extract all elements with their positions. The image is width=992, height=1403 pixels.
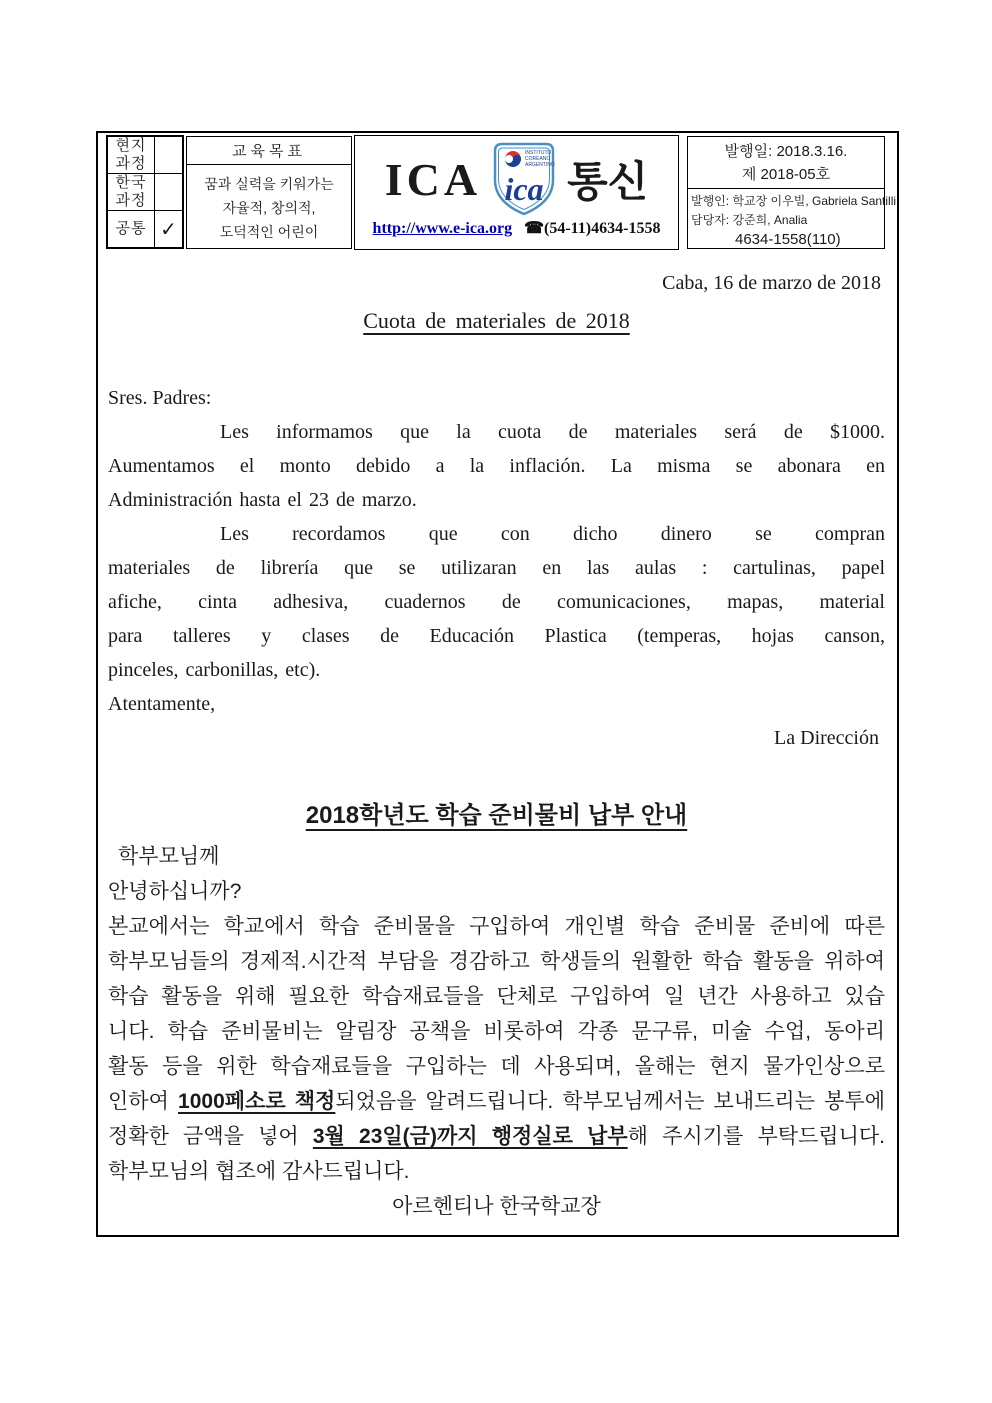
logo-ring-text: COREANO: [525, 156, 551, 162]
letter-closing: Atentamente,: [108, 693, 216, 715]
letter-line: Aumentamos el monto debido a la inflación. La misma se abonara en: [108, 455, 885, 477]
notice-line: [108, 979, 885, 1014]
korean-notice: [98, 799, 897, 1224]
office-phone-line: 4634-1558(110): [735, 231, 841, 248]
notice-line: [108, 1119, 885, 1154]
course-row-local-label: [108, 137, 155, 174]
publisher-line: 발행인: 학교장 이우빌, Gabriela Santilli: [691, 194, 897, 208]
notice-text: 정확한 금액을 넣어: [108, 1125, 313, 1148]
spanish-letter: [98, 269, 897, 755]
notice-greeting: 학부모님께: [118, 845, 220, 868]
notice-text: 니다. 학습 준비물비는 알림장 공책을 비롯하여 각종 문구류, 미술 수업, 동아리: [108, 1020, 885, 1043]
letter-line: Administración hasta el 23 de marzo.: [108, 489, 417, 511]
education-goal-title: 교육목표: [187, 137, 351, 165]
website-link[interactable]: http://www.e-ica.org: [372, 220, 513, 237]
notice-text: 학부모님의 협조에 감사드립니다.: [108, 1160, 410, 1183]
goal-line: 꿈과 실력을 키워가는: [204, 176, 334, 192]
letter-line: materiales de librería que se utilizaran en las aulas : cartulinas, papel: [108, 557, 885, 579]
notice-signature: 아르헨티나 한국학교장: [392, 1195, 601, 1218]
notice-text: 학부모님들의 경제적.시간적 부담을 경감하고 학생들의 원활한 학습 활동을 위하여: [108, 950, 885, 973]
issue-number: 제 2018-05호: [741, 166, 831, 183]
course-type-table: [106, 135, 184, 249]
ica-shield-logo-icon: [493, 142, 555, 216]
contact-row: [355, 218, 678, 238]
notice-line: [108, 1084, 885, 1119]
goal-line: 자율적, 창의적,: [222, 200, 316, 216]
manager-line: 담당자: 강준희, Analia: [691, 213, 808, 227]
notice-greeting: 안녕하십니까?: [108, 880, 242, 903]
notice-title: 2018학년도 학습 준비물비 납부 안내: [305, 802, 688, 829]
newsletter-logo-box: [354, 135, 679, 250]
phone-number: ☎(54-11)4634-1558: [524, 220, 661, 237]
notice-text: 활동 등을 위한 학습재료들을 구입하는 데 사용되며, 올해는 현지 물가인상으로: [108, 1055, 885, 1078]
letter-line: pinceles, carbonillas, etc).: [108, 659, 321, 681]
masthead-header: [98, 133, 897, 253]
notice-line: [108, 944, 885, 979]
notice-text: 인하여: [108, 1090, 179, 1113]
letter-line: afiche, cinta adhesiva, cuadernos de comunicaciones, mapas, material: [108, 591, 885, 613]
letter-date: Caba, 16 de marzo de 2018: [662, 272, 881, 294]
letter-signature: La Dirección: [774, 727, 879, 749]
newsletter-title-row: [355, 138, 678, 220]
course-row-korean-label: [108, 174, 155, 211]
course-label-line: 한국: [115, 174, 147, 191]
logo-ring-text: ARGENTINO: [525, 162, 555, 168]
course-label-line: 공통: [115, 220, 147, 237]
course-row-local-checkbox: [155, 137, 182, 174]
letter-title: Cuota de materiales de 2018: [363, 308, 630, 333]
notice-text: 되었음을 알려드립니다. 학부모님께서는 보내드리는 봉투에: [335, 1090, 885, 1113]
course-label-line: 과정: [115, 192, 147, 209]
issue-date-cell: [688, 137, 884, 189]
issue-staff-cell: [688, 189, 897, 249]
course-label-line: 과정: [115, 155, 147, 172]
tongsin-wordmark: 통신: [567, 158, 649, 205]
education-goal-text: [187, 165, 351, 244]
notice-line: [108, 909, 885, 944]
notice-text: 학습 활동을 위해 필요한 학습재료들을 단체로 구입하여 일 년간 사용하고 있습: [108, 985, 885, 1008]
letter-line: Les informamos que la cuota de materiales será de $1000.: [220, 421, 885, 443]
issue-info-box: [687, 136, 897, 249]
course-row-common-label: [108, 211, 155, 247]
logo-monogram: ica: [504, 171, 544, 207]
logo-ring-text: INSTITUTO: [525, 150, 552, 156]
letter-line: para talleres y clases de Educación Plastica (temperas, hojas canson,: [108, 625, 885, 647]
course-row-common-checkbox: [155, 211, 182, 247]
notice-text: 본교에서는 학교에서 학습 준비물을 구입하여 개인별 학습 준비물 준비에 따른: [108, 915, 885, 938]
notice-line: [108, 1154, 885, 1189]
course-label-line: 현지: [115, 137, 147, 154]
document-border: [96, 131, 899, 1237]
notice-emphasis: 3월 23일(금)까지 행정실로 납부: [312, 1125, 628, 1148]
notice-line: [108, 1049, 885, 1084]
ica-wordmark: ICA: [384, 153, 482, 205]
checkmark-icon: ✓: [160, 218, 177, 241]
goal-line: 도덕적인 어린이: [219, 224, 319, 240]
notice-text: 해 주시기를 부탁드립니다.: [627, 1125, 885, 1148]
notice-emphasis: 1000페소로 책정: [178, 1090, 336, 1113]
letter-salutation: Sres. Padres:: [108, 387, 212, 409]
notice-line: [108, 1014, 885, 1049]
issue-date: 발행일: 2018.3.16.: [724, 143, 848, 160]
course-row-korean-checkbox: [155, 174, 182, 211]
letter-line: Les recordamos que con dicho dinero se compran: [220, 523, 885, 545]
education-goal-box: [186, 136, 352, 249]
